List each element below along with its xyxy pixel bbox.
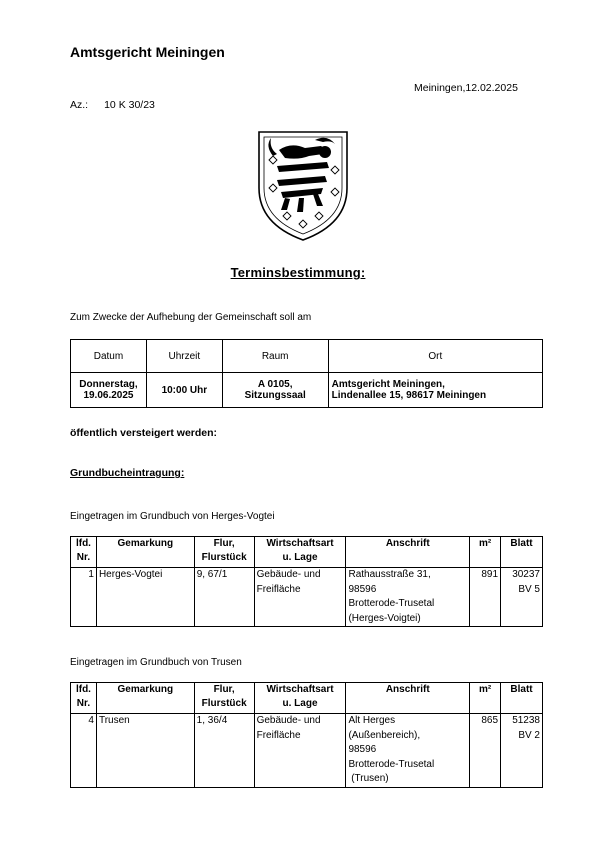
header-line: u. Lage bbox=[282, 698, 318, 709]
address-line: Rathausstraße 31, bbox=[348, 569, 431, 580]
column-header-sheet: Blatt bbox=[501, 537, 543, 568]
file-reference-value: 10 K 30/23 bbox=[104, 99, 155, 111]
address-line: 98596 bbox=[348, 744, 377, 755]
coat-of-arms-logo bbox=[255, 126, 351, 244]
area-cell: 865 bbox=[470, 714, 501, 788]
address-line: 98596 bbox=[348, 583, 377, 595]
column-header-address: Anschrift bbox=[346, 537, 470, 568]
land-register-table bbox=[70, 536, 543, 627]
column-header-number bbox=[71, 537, 97, 568]
court-name: Amtsgericht Meiningen bbox=[70, 44, 225, 60]
header-line: Flur, bbox=[213, 684, 235, 695]
column-header-place: Ort bbox=[328, 340, 542, 373]
place-line: Amtsgericht Meiningen, bbox=[331, 379, 445, 390]
address-cell bbox=[346, 714, 470, 788]
column-header-area: m² bbox=[470, 683, 501, 714]
usage-line: Gebäude- und bbox=[256, 715, 321, 726]
usage-line: Gebäude- und bbox=[256, 569, 321, 580]
file-reference-label: Az.: bbox=[70, 99, 89, 111]
place-line: Lindenallee 15, 98617 Meiningen bbox=[331, 390, 487, 401]
register-caption: Eingetragen im Grundbuch von Trusen bbox=[70, 657, 242, 668]
header-line: Nr. bbox=[76, 698, 91, 709]
address-line: (Außenbereich), bbox=[348, 729, 421, 741]
header-line: Wirtschaftsart bbox=[266, 538, 334, 549]
table-header-row bbox=[71, 683, 543, 714]
header-line: lfd. bbox=[75, 538, 91, 549]
register-caption: Eingetragen im Grundbuch von Herges-Vogtei bbox=[70, 511, 275, 522]
parcel-cell: 9, 67/1 bbox=[194, 568, 254, 627]
usage-cell bbox=[254, 714, 346, 788]
sheet-line: 51238 bbox=[512, 715, 540, 726]
column-header-date: Datum bbox=[71, 340, 147, 373]
page-title: Terminsbestimmung: bbox=[230, 265, 366, 280]
address-line: Brotterode-Trusetal bbox=[348, 758, 435, 770]
column-header-district: Gemarkung bbox=[96, 683, 194, 714]
usage-cell bbox=[254, 568, 346, 627]
address-cell bbox=[346, 568, 470, 627]
header-line: Flurstück bbox=[201, 698, 247, 709]
column-header-usage bbox=[254, 683, 346, 714]
address-line: Alt Herges bbox=[348, 715, 396, 726]
header-line: Nr. bbox=[76, 552, 91, 563]
auction-text: öffentlich versteigert werden: bbox=[70, 427, 218, 439]
place-cell bbox=[328, 373, 542, 408]
land-register-table bbox=[70, 682, 543, 788]
address-line: (Trusen) bbox=[348, 773, 389, 784]
header-line: Flur, bbox=[213, 538, 235, 549]
address-line: Brotterode-Trusetal bbox=[348, 598, 435, 609]
column-header-address: Anschrift bbox=[346, 683, 470, 714]
number-cell: 1 bbox=[71, 568, 97, 627]
column-header-parcel bbox=[194, 537, 254, 568]
table-row bbox=[71, 714, 543, 788]
place-date: Meiningen,12.02.2025 bbox=[414, 82, 518, 94]
column-header-parcel bbox=[194, 683, 254, 714]
column-header-number bbox=[71, 683, 97, 714]
column-header-time: Uhrzeit bbox=[146, 340, 222, 373]
date-line: Donnerstag, bbox=[79, 379, 138, 390]
table-row bbox=[71, 568, 543, 627]
column-header-area: m² bbox=[470, 537, 501, 568]
date-line: 19.06.2025 bbox=[83, 390, 134, 401]
number-cell: 4 bbox=[71, 714, 97, 788]
header-line: u. Lage bbox=[282, 552, 318, 563]
schedule-table bbox=[70, 339, 543, 408]
sheet-line: BV 2 bbox=[518, 729, 540, 741]
room-line: A 0105, bbox=[257, 379, 293, 390]
sheet-cell bbox=[501, 714, 543, 788]
room-line: Sitzungssaal bbox=[244, 390, 306, 401]
parcel-cell: 1, 36/4 bbox=[194, 714, 254, 788]
time-cell: 10:00 Uhr bbox=[146, 373, 222, 408]
intro-text: Zum Zwecke der Aufhebung der Gemeinschaft soll am bbox=[70, 312, 312, 323]
column-header-room: Raum bbox=[222, 340, 328, 373]
table-header-row bbox=[71, 537, 543, 568]
table-header-row bbox=[71, 340, 543, 373]
district-cell: Herges-Vogtei bbox=[96, 568, 194, 627]
header-line: Flurstück bbox=[201, 552, 247, 563]
district-cell: Trusen bbox=[96, 714, 194, 788]
usage-line: Freifläche bbox=[256, 583, 301, 595]
table-row bbox=[71, 373, 543, 408]
address-line: (Herges-Voigtei) bbox=[348, 612, 421, 624]
sheet-line: 30237 bbox=[512, 569, 540, 580]
sheet-cell bbox=[501, 568, 543, 627]
area-cell: 891 bbox=[470, 568, 501, 627]
land-register-title: Grundbucheintragung: bbox=[70, 467, 185, 479]
column-header-district: Gemarkung bbox=[96, 537, 194, 568]
room-cell bbox=[222, 373, 328, 408]
header-line: lfd. bbox=[75, 684, 91, 695]
sheet-line: BV 5 bbox=[518, 583, 540, 595]
header-line: Wirtschaftsart bbox=[266, 684, 334, 695]
usage-line: Freifläche bbox=[256, 729, 301, 741]
file-reference bbox=[70, 99, 155, 111]
date-cell bbox=[71, 373, 147, 408]
column-header-usage bbox=[254, 537, 346, 568]
column-header-sheet: Blatt bbox=[501, 683, 543, 714]
